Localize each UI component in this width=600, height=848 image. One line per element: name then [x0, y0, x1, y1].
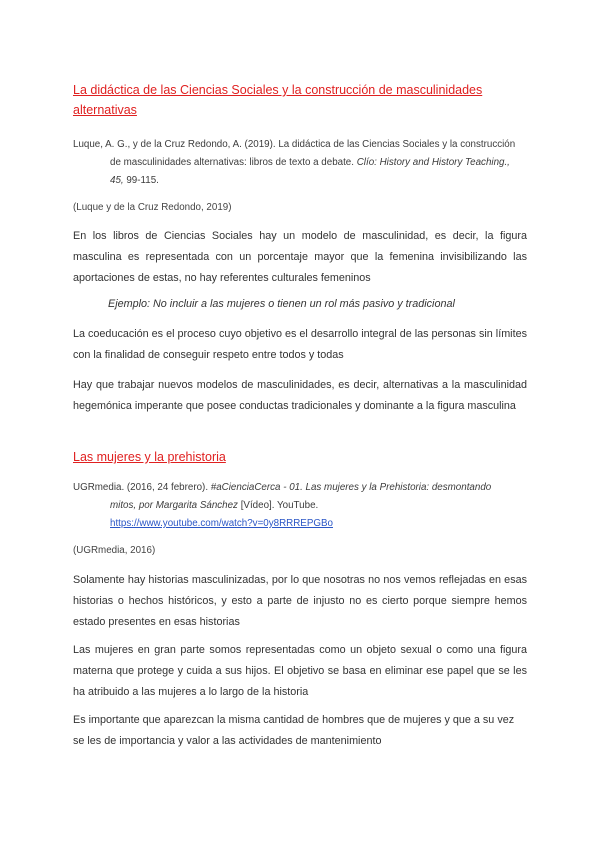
ref2-title-part2: mitos, por Margarita Sánchez [110, 500, 238, 511]
section1-paragraph-1: En los libros de Ciencias Sociales hay un modelo de masculinidad, es decir, la figura masculina es representada con un porcentaje mayor que la femenina invisibilizando las aportaciones de estas, no hay referentes culturales femeninos [73, 230, 527, 284]
section2-paragraph-3: Es importante que aparezcan la misma cantidad de hombres que de mujeres y que a su vez se les de importancia y valor a las actividades de mantenimiento [73, 714, 515, 747]
ref-line-2 [73, 154, 527, 172]
ref2-title-part1: #aCienciaCerca - 01. Las mujeres y la Prehistoria: desmontando [210, 482, 492, 493]
ref2-line-1 [73, 479, 527, 497]
ref-journal: Clío: History and History Teaching., [356, 157, 510, 168]
section2-citation: (UGRmedia, 2016) [73, 545, 156, 556]
section1-example: Ejemplo: No incluir a las mujeres o tienen un rol más pasivo y tradicional [108, 298, 455, 310]
ref2-line-3 [73, 515, 527, 533]
ref2-line-2 [73, 497, 527, 515]
section2-heading-text[interactable]: Las mujeres y la prehistoria [73, 450, 226, 464]
section1-citation: (Luque y de la Cruz Redondo, 2019) [73, 202, 232, 213]
ref-line-1: Luque, A. G., y de la Cruz Redondo, A. (2019). La didáctica de las Ciencias Sociales y la construcción [73, 139, 516, 150]
section2-paragraph-2: Las mujeres en gran parte somos representadas como un objeto sexual o como una figura materna que protege y cuida a sus hijos. El objetivo se basa en eliminar ese papel que se les ha atribuido a las mujeres a lo largo de la historia [73, 644, 527, 698]
section1-reference [73, 136, 527, 190]
ref-line-3 [73, 172, 527, 190]
ref-pages: 99-115. [126, 175, 159, 186]
ref-title: de masculinidades alternativas: libros de texto a debate. [110, 157, 354, 168]
ref2-suffix: [Vídeo]. YouTube. [240, 500, 319, 511]
section1-heading-link[interactable]: La didáctica de las Ciencias Sociales y la construcción de masculinidades alternativas [73, 83, 483, 117]
section2-paragraph-1: Solamente hay historias masculinizadas, por lo que nosotras no nos vemos reflejadas en esas historias o hechos históricos, y esto a parte de injusto no es cierto porque siempre hemos estado presentes en esas historias [73, 574, 527, 628]
ref2-author: UGRmedia. (2016, 24 febrero). [73, 482, 209, 493]
section2-heading-link[interactable] [73, 447, 527, 467]
ref-volume: 45, [110, 175, 124, 186]
section1-paragraph-2: La coeducación es el proceso cuyo objetivo es el desarrollo integral de las personas sin límites con la finalidad de conseguir respeto entre todos y todas [73, 328, 527, 361]
youtube-url-link[interactable]: https://www.youtube.com/watch?v=0y8RRREPGBo [110, 518, 333, 529]
section2-reference [73, 479, 527, 533]
section1-paragraph-3: Hay que trabajar nuevos modelos de masculinidades, es decir, alternativas a la masculinidad hegemónica imperante que posee conductas tradicionales y dominante a la figura masculina [73, 379, 527, 412]
